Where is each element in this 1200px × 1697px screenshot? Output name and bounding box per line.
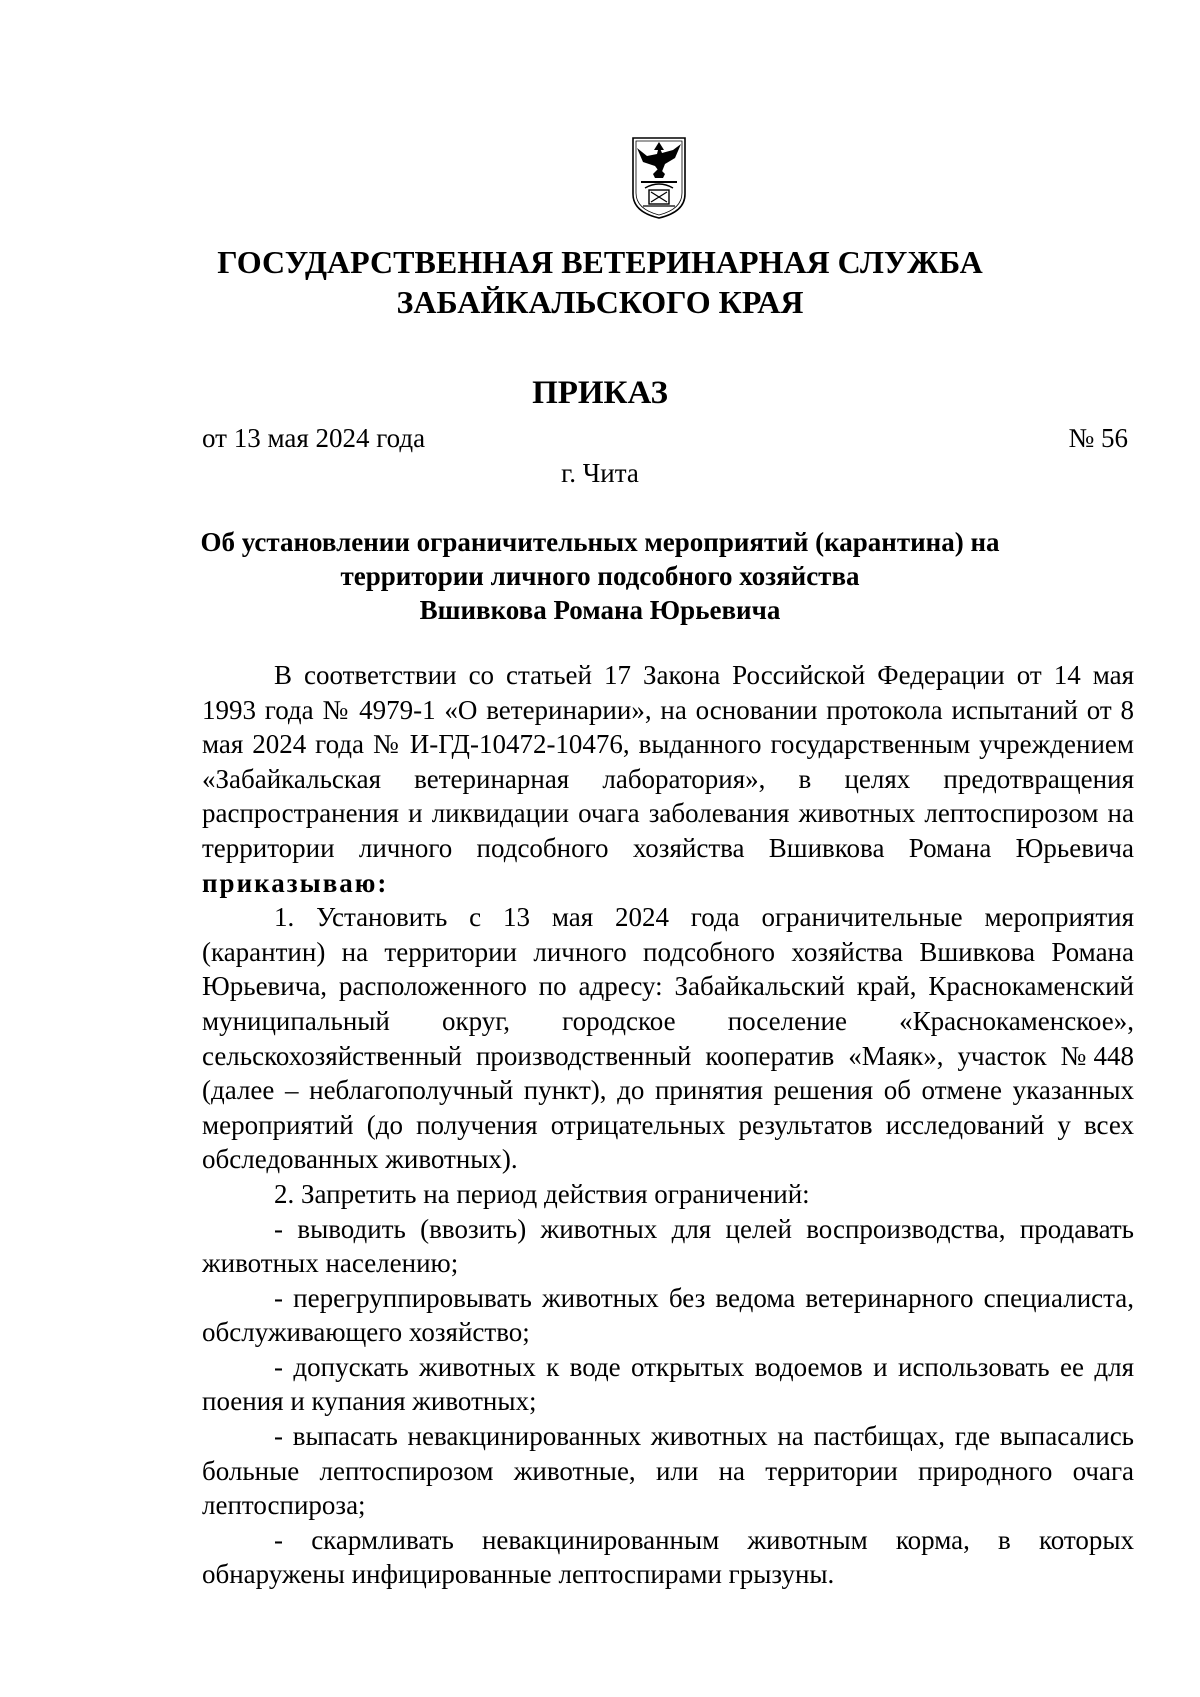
document-date: от 13 мая 2024 года [202, 423, 426, 453]
subject-line-1: Об установлении ограничительных мероприятий (карантина) на [200, 527, 1000, 557]
document-subject [0, 525, 1200, 627]
prohibition-item-2: - перегруппировывать животных без ведома ветеринарного специалиста, обслуживающего хозяйство; [202, 1282, 1134, 1348]
order-item-2: 2. Запретить на период действия ограничений: [274, 1178, 810, 1209]
subject-line-2: территории личного подсобного хозяйства [340, 561, 860, 591]
regional-coat-of-arms-icon [631, 136, 687, 220]
document-city: г. Чита [561, 458, 639, 488]
org-line-1: ГОСУДАРСТВЕННАЯ ВЕТЕРИНАРНАЯ СЛУЖБА [217, 244, 983, 280]
order-item-1: 1. Установить с 13 мая 2024 года ограничительные мероприятия (карантин) на территории личного подсобного хозяйства Вшивкова Романа Юрьевича, расположенного по адресу: Забайкальский край, Краснокаменский муниципальный округ, городское поселение «Краснокаменское», сельскохозяйственный производственный кооператив «Маяк», участок №448 (далее – неблагополучный пункт), до принятия решения об отмене указанных мероприятий (до получения отрицательных результатов исследований у всех обследованных животных). [202, 902, 1134, 1175]
prohibition-item-1: - выводить (ввозить) животных для целей воспроизводства, продавать животных населению; [202, 1213, 1134, 1279]
preamble-paragraph [202, 658, 1134, 900]
document-number: № 56 [1068, 423, 1128, 453]
prohibition-item-5: - скармливать невакцинированным животным корма, в которых обнаружены инфицированные лептоспирами грызуны. [202, 1524, 1134, 1590]
document-body [202, 658, 1134, 1592]
prohibition-item-4: - выпасать невакцинированных животных на пастбищах, где выпасались больные лептоспирозом животные, или на территории природного очага лептоспироза; [202, 1421, 1134, 1521]
org-line-2: ЗАБАЙКАЛЬСКОГО КРАЯ [396, 284, 804, 320]
organization-name [0, 242, 1200, 322]
document-type: ПРИКАЗ [532, 375, 668, 411]
order-word: приказываю: [202, 867, 389, 898]
subject-line-3: Вшивкова Романа Юрьевича [419, 595, 781, 625]
preamble-text: В соответствии со статьей 17 Закона Российской Федерации от 14 мая 1993 года № 4979-1 «О ветеринарии», на основании протокола испытаний от 8 мая 2024 года № И-ГД-10472-10476, выданного государственным учреждением «Забайкальская ветеринарная лаборатория», в целях предотвращения распространения и ликвидации очага заболевания животных лептоспирозом на территории личного подсобного хозяйства Вшивкова Романа Юрьевича [202, 660, 1134, 863]
prohibition-item-3: - допускать животных к воде открытых водоемов и использовать ее для поения и купания животных; [202, 1351, 1134, 1417]
